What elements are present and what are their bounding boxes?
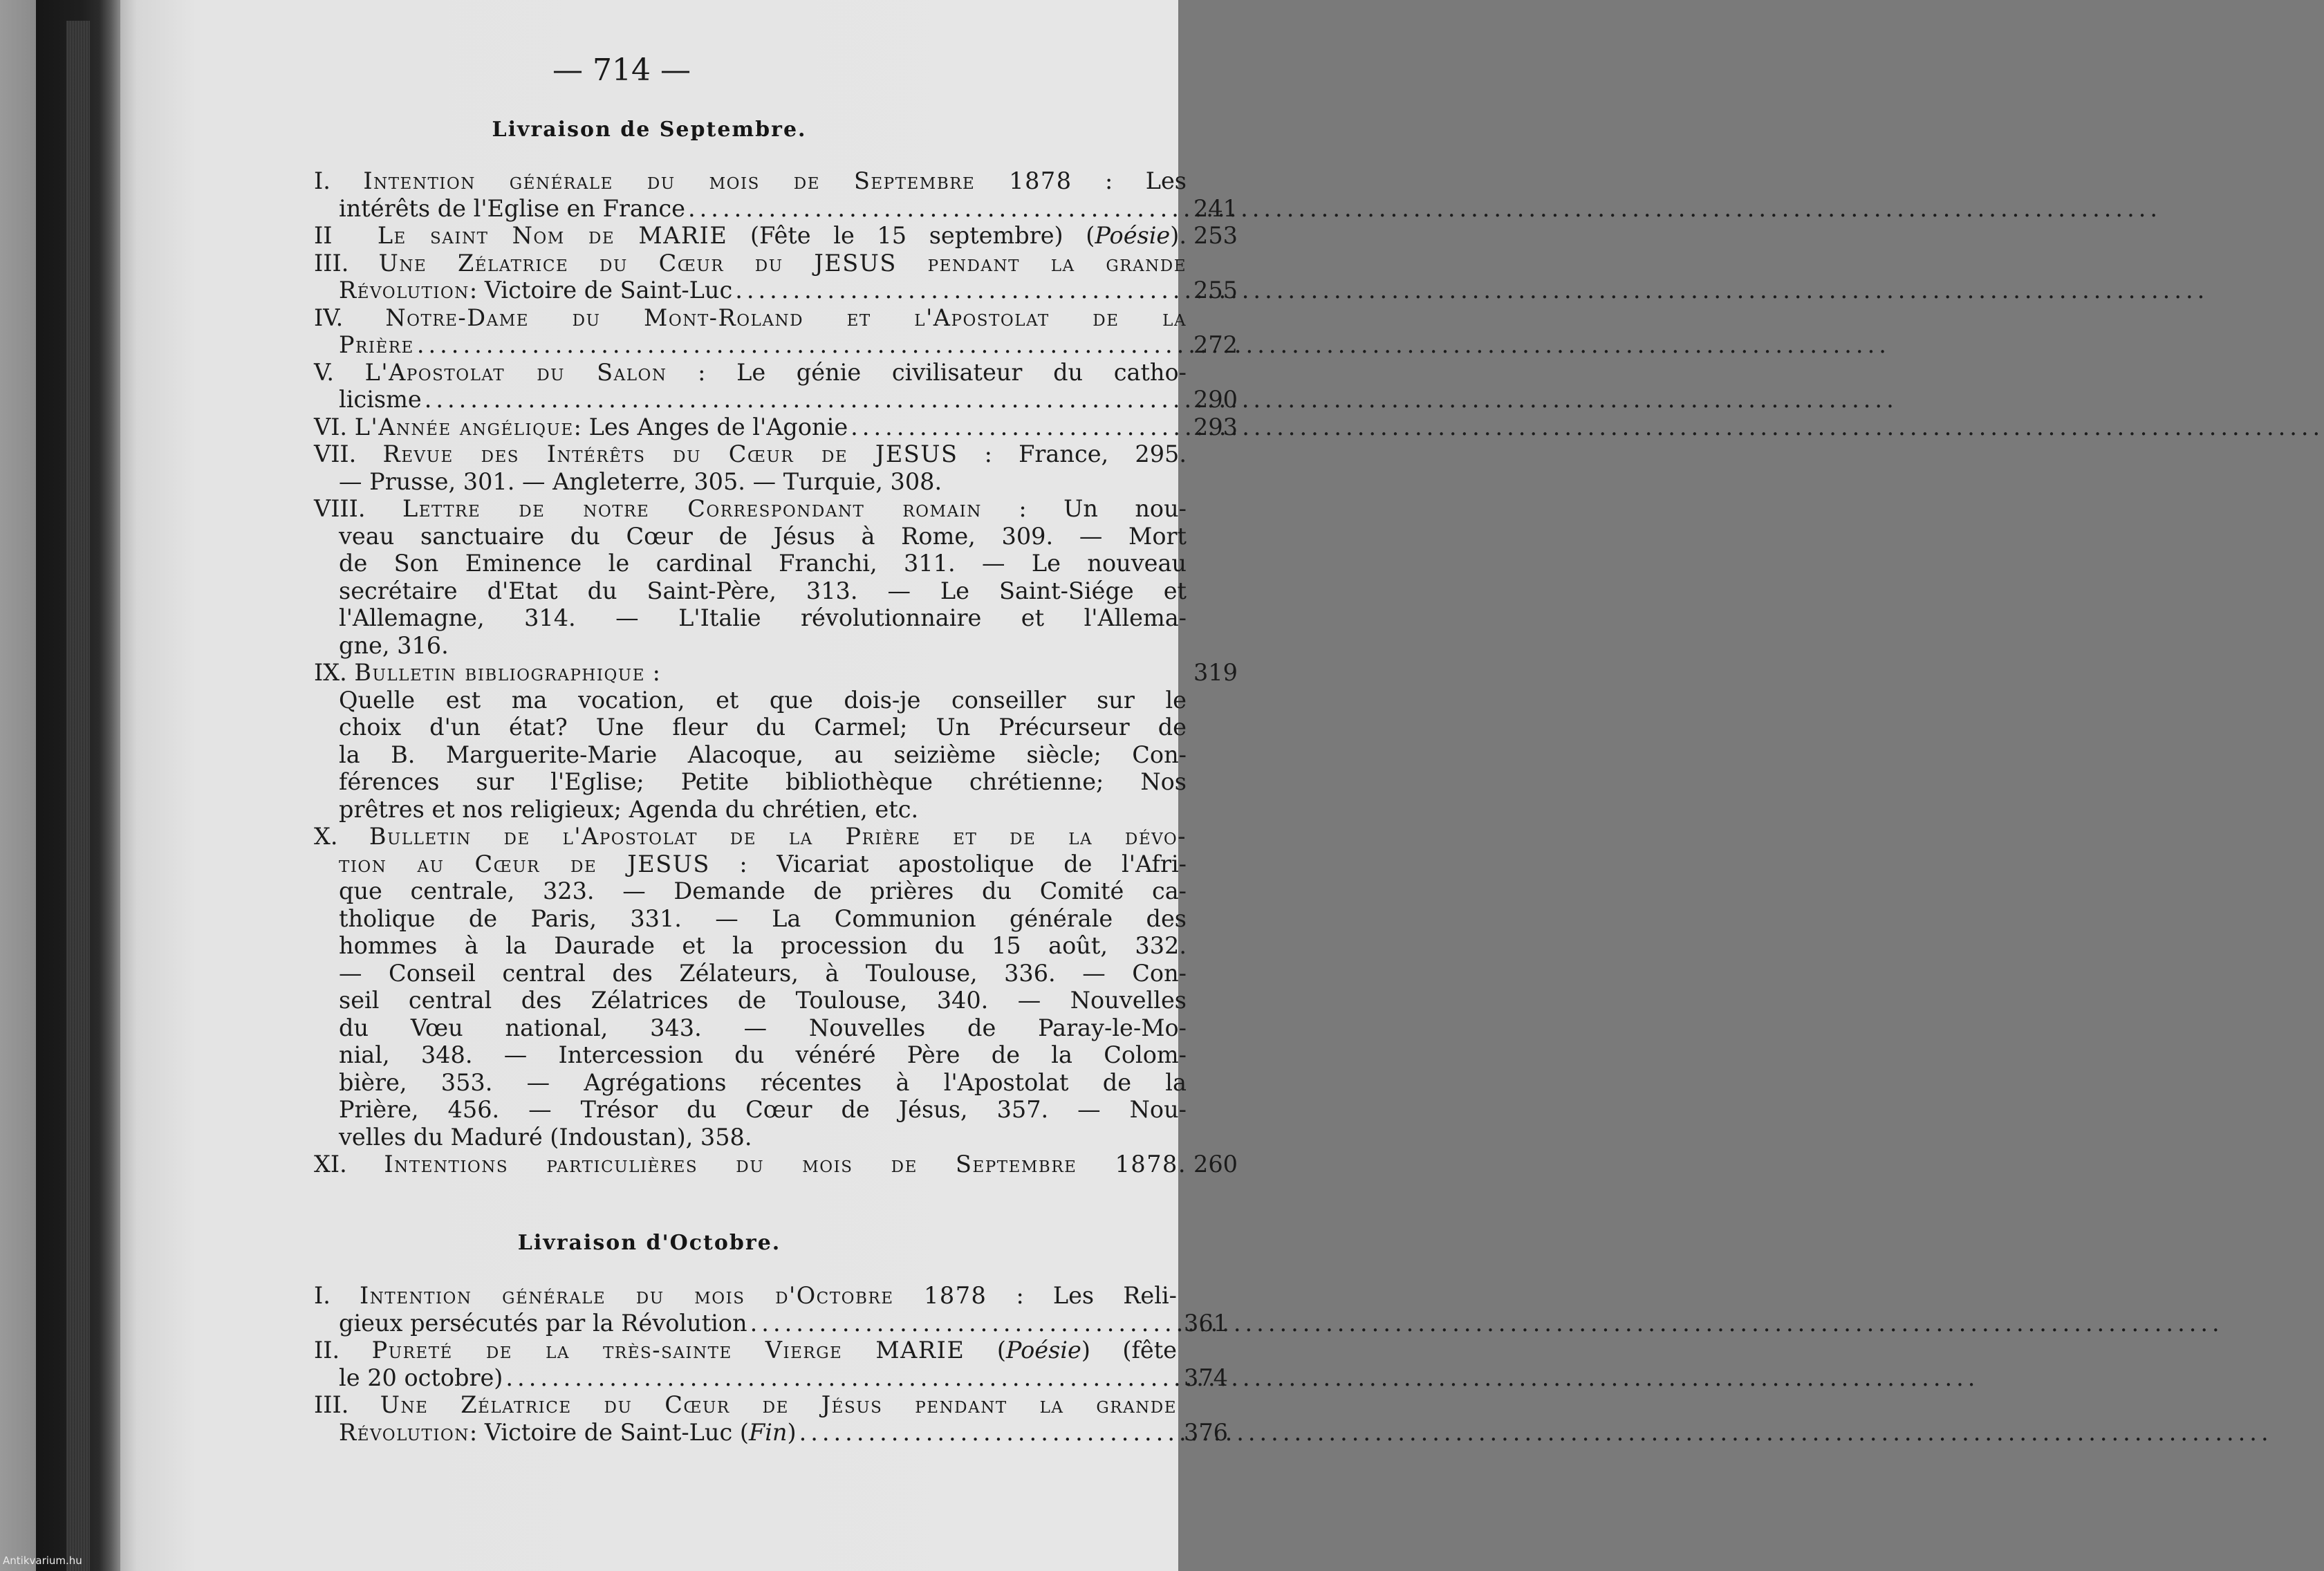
toc-entry: IV. Notre-Dame du Mont-Roland et l'Apostolat de la Prière ..... 272 bbox=[314, 304, 1213, 359]
toc-entry: I. Intention générale du mois d'Octobre 1878 : Les Reli- gieux persécutés par la Révolution ..... 361 bbox=[314, 1282, 1213, 1337]
toc-entry: IX. Bulletin bibliographique : 319 Quelle est ma vocation, et que dois-je conseiller sur le choix d'un état? Une fleur du Carmel; Un Précurseur de la B. Marguerite-Marie Alacoque, au seizième siècle; Con- férences sur l'Eglise; Petite bibliothèque chrétienne; Nos prêtres et nos religieux; Agenda du chrétien, etc. bbox=[314, 659, 1238, 823]
watermark: Antikvarium.hu bbox=[3, 1554, 82, 1567]
toc-entry: VIII. Lettre de notre Correspondant romain : Un nou- veau sanctuaire du Cœur de Jésus à Rome, 309. — Mort de Son Eminence le cardinal Franchi, 311. — Le nouveau secrétaire d'Etat du Saint-Père, 313. — Le Saint-Siége et l'Allemagne, 314. — L'Italie révolutionnaire et l'Allema- gne, 316. bbox=[314, 495, 1187, 659]
toc-entry: III. Une Zélatrice du Cœur du JESUS pendant la grande Révolution : Victoire de Saint-Luc ..... 255 bbox=[314, 250, 1213, 304]
page-edges bbox=[66, 21, 90, 1571]
section-title-october: Livraison d'Octobre. bbox=[517, 1231, 781, 1255]
toc-september bbox=[314, 167, 1238, 1178]
toc-entry: XI. Intentions particulières du mois de Septembre 1878. 260 bbox=[314, 1151, 1238, 1178]
section-title-september: Livraison de Septembre. bbox=[492, 118, 807, 142]
toc-entry: II. Pureté de la très-sainte Vierge MARIE (Poésie) (fête le 20 octobre) ..... 374 bbox=[314, 1337, 1213, 1391]
page-number: — 714 — bbox=[552, 53, 691, 88]
toc-entry: V. L'Apostolat du Salon : Le génie civilisateur du catho- licisme ..... 290 bbox=[314, 359, 1213, 413]
toc-entry: X. Bulletin de l'Apostolat de la Prière et de la dévo- tion au Cœur de JESUS : Vicariat apostolique de l'Afri- que centrale, 323. — Demande de prières du Comité ca- tholique de Paris, 331. — La Communion générale des hommes à la Daurade et la procession du 15 août, 332. — Conseil central des Zélateurs, à Toulouse, 336. — Con- seil central des Zélatrices de Toulouse, 340. — Nouvelles du Vœu national, 343. — Nouvelles de Paray-le-Mo- nial, 348. — Intercession du vénéré Père de la Colom- bière, 353. — Agrégations récentes à l'Apostolat de la Prière, 456. — Trésor du Cœur de Jésus, 357. — Nou- velles du Maduré (Indoustan), 358. bbox=[314, 823, 1187, 1151]
toc-october bbox=[314, 1282, 1228, 1446]
toc-entry: VII. Revue des Intérêts du Cœur de JESUS : France, 295. — Prusse, 301. — Angleterre, 305. — Turquie, 308. bbox=[314, 440, 1187, 495]
toc-entry: III. Une Zélatrice du Cœur de Jésus pendant la grande Révolution : Victoire de Saint-Luc ( Fin ) ..... 376 bbox=[314, 1391, 1213, 1446]
toc-entry: I. Intention générale du mois de Septembre 1878 : Les intérêts de l'Eglise en France ..... 241 bbox=[314, 167, 1213, 222]
book-page bbox=[120, 0, 1238, 1571]
toc-entry: II Le saint Nom de MARIE (Fête le 15 septembre) (Poésie). 253 bbox=[314, 222, 1238, 249]
toc-entry: VI. L'Année angélique : Les Anges de l'Agonie ..... 293 bbox=[314, 413, 1213, 441]
